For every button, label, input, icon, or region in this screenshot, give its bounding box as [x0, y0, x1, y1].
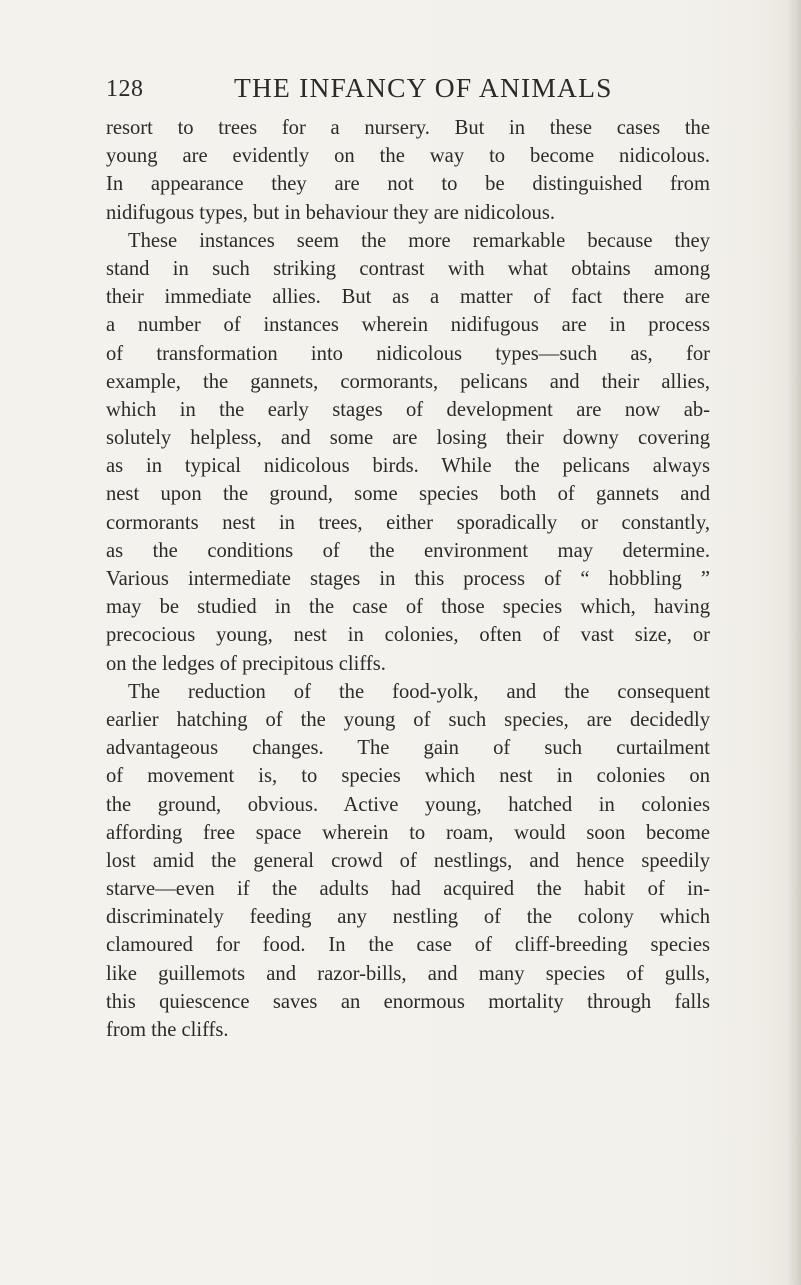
text-line: earlier hatching of the young of such species, are decidedly — [106, 708, 710, 731]
running-head — [106, 72, 710, 112]
text-line: the ground, obvious. Active young, hatched in colonies — [106, 793, 710, 816]
text-line: affording free space wherein to roam, would soon become — [106, 821, 710, 844]
paragraph-start-line: The reduction of the food-yolk, and the consequent — [128, 680, 710, 703]
text-line: In appearance they are not to be distinguished from — [106, 173, 710, 196]
text-line: of transformation into nidicolous types—such as, for — [106, 342, 710, 365]
text-line: which in the early stages of development are now ab- — [106, 398, 710, 421]
text-line: resort to trees for a nursery. But in these cases the — [106, 117, 710, 139]
text-line: solutely helpless, and some are losing their downy covering — [106, 427, 710, 450]
page-number: 128 — [106, 76, 144, 102]
text-line: on the ledges of precipitous cliffs. — [106, 652, 386, 675]
text-line: as in typical nidicolous birds. While the pelicans always — [106, 455, 710, 478]
text-line: nidifugous types, but in behaviour they are nidicolous. — [106, 201, 555, 224]
text-line: their immediate allies. But as a matter of fact there are — [106, 286, 710, 309]
text-line: precocious young, nest in colonies, often of vast size, or — [106, 624, 710, 647]
text-line: advantageous changes. The gain of such curtailment — [106, 737, 710, 760]
text-line: Various intermediate stages in this process of “ hobbling ” — [106, 568, 710, 590]
text-line: clamoured for food. In the case of cliff-breeding species — [106, 934, 710, 957]
text-line: may be studied in the case of those species which, having — [106, 596, 710, 619]
text-line: discriminately feeding any nestling of the colony which — [106, 906, 710, 929]
text-line: lost amid the general crowd of nestlings, and hence speedily — [106, 849, 710, 872]
body-text — [106, 114, 710, 1044]
book-title: THE INFANCY OF ANIMALS — [234, 72, 613, 103]
text-line: nest upon the ground, some species both of gannets and — [106, 483, 710, 506]
text-line: a number of instances wherein nidifugous are in process — [106, 314, 710, 337]
text-line: cormorants nest in trees, either sporadically or constantly, — [106, 511, 710, 534]
text-line: this quiescence saves an enormous mortality through falls — [106, 990, 710, 1013]
text-line: example, the gannets, cormorants, pelicans and their allies, — [106, 370, 710, 393]
page-edge-shadow — [787, 0, 801, 1285]
text-line: stand in such striking contrast with what obtains among — [106, 257, 710, 280]
text-line: of movement is, to species which nest in colonies on — [106, 765, 710, 788]
text-line: starve—even if the adults had acquired the habit of in- — [106, 878, 710, 901]
text-line: from the cliffs. — [106, 1019, 229, 1041]
text-line: as the conditions of the environment may determine. — [106, 539, 710, 562]
text-line: young are evidently on the way to become nidicolous. — [106, 145, 710, 168]
paragraph-start-line: These instances seem the more remarkable because they — [128, 229, 710, 252]
text-line: like guillemots and razor-bills, and many species of gulls, — [106, 962, 710, 985]
